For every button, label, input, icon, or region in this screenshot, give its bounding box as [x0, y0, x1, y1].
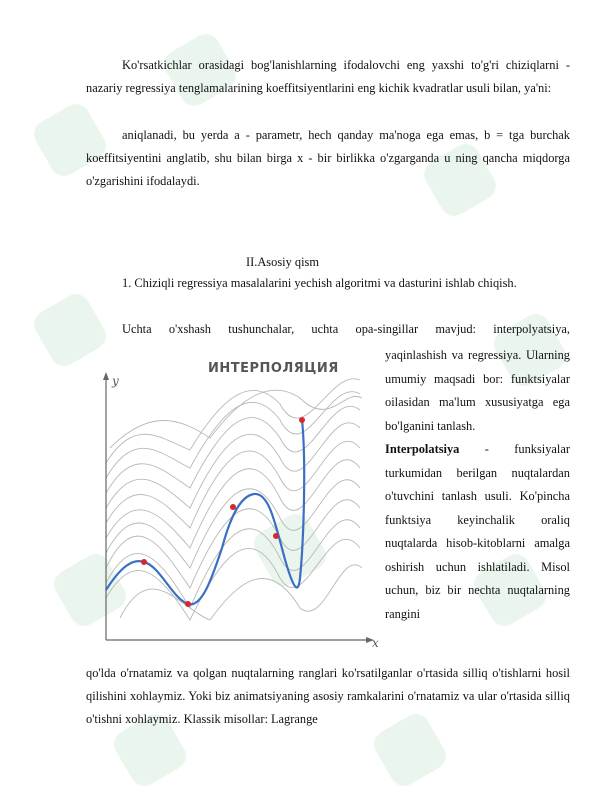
interpolation-figure — [90, 358, 382, 650]
section-heading: II.Asosiy qism — [246, 255, 319, 269]
paragraph-continuation: qo'lda o'rnatamiz va qolgan nuqtalarning ranglari ko'rsatilganlar o'rtasida silliq o'tishlarni hosil qilishini xohlaymiz. Yoki biz animatsiyaning asosiy ramkalarini o'rnatamiz va ular o'rtasida silliq o'tishni xohlaymiz. Klassik misollar: Lagrange — [86, 666, 570, 726]
paragraph-explanation: aniqlanadi, bu yerda a - parametr, hech qanday ma'noga ega emas, b = tga burchak koeffitsiyentini anglatib, shu bilan birga x - bir birlikka o'zgarganda u ning qancha miqdorga o'zgarishini ifodalaydi. — [86, 128, 570, 188]
side-intro-text: yaqinlashish va regressiya. Ularning umumiy maqsadi bor: funktsiyalar oilasidan ma'lum xususiyatga ega bo'lganini tanlash. — [385, 348, 570, 433]
paragraph-intro: Ko'rsatkichlar orasidagi bog'lanishlarning ifodalovchi eng yaxshi to'g'ri chiziqlarni - nazariy regressiya tenglamalarining koeffitsiyentlarini eng kichik kvadratlar usuli bilan, ya'ni: — [86, 58, 570, 95]
paragraph-concepts-start: Uchta o'xshash tushunchalar, uchta opa-singillar mavjud: interpolyatsiya, — [122, 322, 570, 336]
family-curves — [106, 379, 362, 620]
term-interpolation: Interpolatsiya — [385, 442, 460, 456]
y-axis-label: y — [112, 374, 119, 388]
data-point — [185, 601, 191, 607]
subsection-heading: 1. Chiziqli regressiya masalalarini yechish algoritmi va dasturini ishlab chiqish. — [122, 276, 517, 290]
data-point — [273, 533, 279, 539]
x-axis-label: x — [372, 636, 379, 650]
data-point — [299, 417, 305, 423]
term-definition: - funksiyalar turkumidan berilgan nuqtalardan o'tuvchini tanlash usuli. Ko'pincha funktsiya keyinchalik oraliq nuqtalarda hisob-kitoblarni amalga oshirish uchun ishlatiladi. Misol uchun, biz bir nechta nuqtalarning rangini — [385, 442, 570, 621]
data-point — [230, 504, 236, 510]
y-axis-arrow — [103, 372, 109, 380]
data-point — [141, 559, 147, 565]
side-column-text — [385, 344, 570, 626]
figure-title: ИНТЕРПОЛЯЦИЯ — [208, 361, 339, 376]
figure-graphic — [90, 358, 382, 650]
